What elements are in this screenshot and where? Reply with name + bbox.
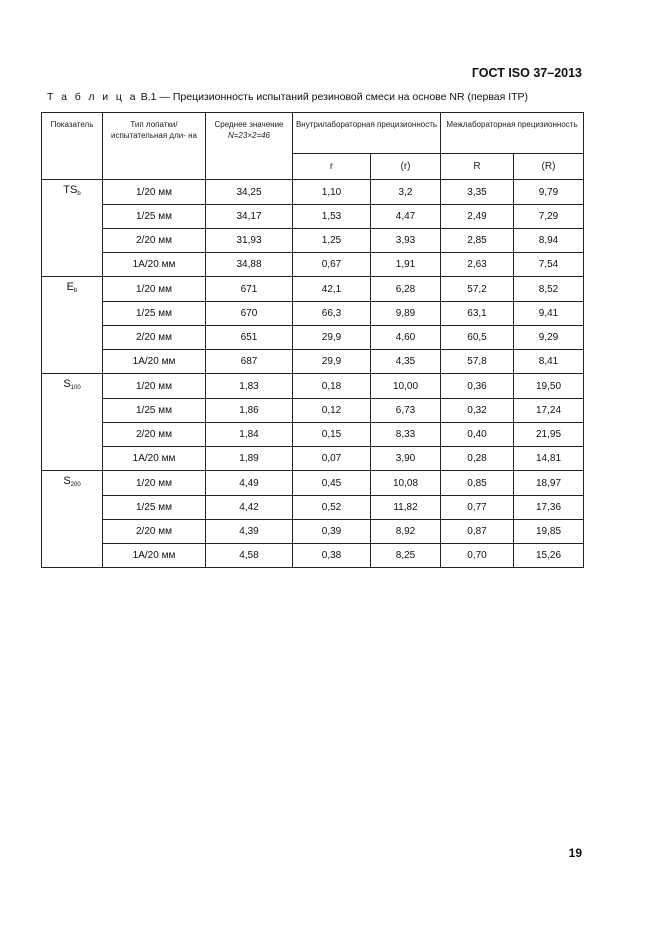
cell-r-rel: 8,25	[371, 544, 441, 568]
cell-r-rel: 8,92	[371, 520, 441, 544]
indicator-symbol: S	[63, 475, 71, 487]
cell-R: 2,85	[441, 229, 514, 253]
cell-r: 0,67	[293, 253, 371, 277]
cell-r: 0,07	[293, 447, 371, 471]
cell-r: 1,10	[293, 180, 371, 205]
cell-r: 1,25	[293, 229, 371, 253]
cell-R-rel: 21,95	[514, 423, 584, 447]
cell-R: 0,28	[441, 447, 514, 471]
cell-r-rel: 3,93	[371, 229, 441, 253]
table-row	[42, 205, 584, 229]
col-header-r: r	[293, 154, 371, 180]
indicator-subscript: 200	[70, 482, 81, 488]
cell-specimen-type: 2/20 мм	[103, 520, 206, 544]
indicator-symbol: E	[66, 281, 74, 293]
col-header-between-lab: Межлабораторная прецизионность	[441, 113, 584, 154]
cell-mean: 4,49	[206, 471, 293, 496]
cell-R: 3,35	[441, 180, 514, 205]
col-header-specimen-type: Тип лопатки/ испытательная дли- на	[103, 113, 206, 180]
cell-mean: 34,25	[206, 180, 293, 205]
table-row	[42, 423, 584, 447]
col-header-within-lab: Внутрилабораторная прецизионность	[293, 113, 441, 154]
cell-R-rel: 19,85	[514, 520, 584, 544]
cell-mean: 671	[206, 277, 293, 302]
col-header-R: R	[441, 154, 514, 180]
cell-r: 0,12	[293, 399, 371, 423]
col-header-r-rel: (r)	[371, 154, 441, 180]
indicator-cell	[42, 471, 103, 568]
col-header-mean-value	[206, 113, 293, 180]
cell-R: 57,2	[441, 277, 514, 302]
cell-R-rel: 7,54	[514, 253, 584, 277]
table-row	[42, 399, 584, 423]
precision-table	[41, 112, 584, 568]
cell-r: 0,38	[293, 544, 371, 568]
cell-R-rel: 17,36	[514, 496, 584, 520]
cell-r-rel: 6,73	[371, 399, 441, 423]
caption-title: — Прецизионность испытаний резиновой смеси на основе NR (первая ITP)	[156, 91, 529, 103]
table-row	[42, 277, 584, 302]
cell-r-rel: 11,82	[371, 496, 441, 520]
cell-mean: 34,17	[206, 205, 293, 229]
cell-R: 0,36	[441, 374, 514, 399]
table-row	[42, 447, 584, 471]
cell-r-rel: 4,35	[371, 350, 441, 374]
cell-r: 0,52	[293, 496, 371, 520]
col-header-R-rel: (R)	[514, 154, 584, 180]
cell-r: 29,9	[293, 326, 371, 350]
cell-r-rel: 4,47	[371, 205, 441, 229]
cell-R: 0,32	[441, 399, 514, 423]
indicator-subscript: b	[74, 288, 78, 294]
table-row	[42, 326, 584, 350]
cell-R-rel: 9,79	[514, 180, 584, 205]
cell-R-rel: 9,29	[514, 326, 584, 350]
cell-R: 0,87	[441, 520, 514, 544]
cell-mean: 1,83	[206, 374, 293, 399]
cell-r-rel: 6,28	[371, 277, 441, 302]
table-caption	[47, 91, 528, 103]
cell-mean: 1,86	[206, 399, 293, 423]
col-header-indicator: Показатель	[42, 113, 103, 180]
cell-specimen-type: 1/25 мм	[103, 496, 206, 520]
cell-R: 2,49	[441, 205, 514, 229]
cell-R-rel: 14,81	[514, 447, 584, 471]
table-row	[42, 374, 584, 399]
cell-specimen-type: 1A/20 мм	[103, 544, 206, 568]
cell-R-rel: 19,50	[514, 374, 584, 399]
cell-specimen-type: 2/20 мм	[103, 423, 206, 447]
cell-r-rel: 10,08	[371, 471, 441, 496]
cell-r: 0,39	[293, 520, 371, 544]
cell-specimen-type: 2/20 мм	[103, 229, 206, 253]
cell-specimen-type: 1A/20 мм	[103, 447, 206, 471]
table-row	[42, 302, 584, 326]
cell-mean: 31,93	[206, 229, 293, 253]
cell-R-rel: 8,41	[514, 350, 584, 374]
caption-label: Т а б л и ц а	[47, 91, 138, 103]
cell-mean: 4,42	[206, 496, 293, 520]
cell-r: 29,9	[293, 350, 371, 374]
cell-mean: 4,58	[206, 544, 293, 568]
indicator-subscript: 100	[70, 385, 81, 391]
caption-number: В.1	[140, 91, 157, 103]
cell-r-rel: 10,00	[371, 374, 441, 399]
cell-specimen-type: 1/20 мм	[103, 471, 206, 496]
indicator-cell	[42, 180, 103, 277]
cell-specimen-type: 1/20 мм	[103, 374, 206, 399]
mean-value-formula: N=23×2=46	[227, 131, 271, 140]
cell-mean: 34,88	[206, 253, 293, 277]
table-row	[42, 496, 584, 520]
cell-r-rel: 3,2	[371, 180, 441, 205]
cell-r: 0,15	[293, 423, 371, 447]
cell-mean: 1,84	[206, 423, 293, 447]
table-row	[42, 180, 584, 205]
cell-R: 0,70	[441, 544, 514, 568]
cell-r-rel: 9,89	[371, 302, 441, 326]
cell-r: 42,1	[293, 277, 371, 302]
cell-R-rel: 9,41	[514, 302, 584, 326]
indicator-symbol: S	[63, 378, 71, 390]
cell-R-rel: 8,94	[514, 229, 584, 253]
cell-specimen-type: 1/25 мм	[103, 205, 206, 229]
cell-R: 63,1	[441, 302, 514, 326]
cell-R-rel: 15,26	[514, 544, 584, 568]
indicator-cell	[42, 277, 103, 374]
cell-specimen-type: 1A/20 мм	[103, 350, 206, 374]
cell-r: 0,18	[293, 374, 371, 399]
table-row	[42, 471, 584, 496]
cell-specimen-type: 2/20 мм	[103, 326, 206, 350]
cell-mean: 651	[206, 326, 293, 350]
mean-value-label: Среднее значение	[214, 120, 284, 129]
cell-R: 0,77	[441, 496, 514, 520]
indicator-symbol: TS	[63, 184, 78, 196]
cell-mean: 687	[206, 350, 293, 374]
cell-mean: 4,39	[206, 520, 293, 544]
cell-r: 0,45	[293, 471, 371, 496]
cell-R: 60,5	[441, 326, 514, 350]
cell-r-rel: 3,90	[371, 447, 441, 471]
cell-specimen-type: 1/25 мм	[103, 399, 206, 423]
cell-specimen-type: 1/20 мм	[103, 277, 206, 302]
table-row	[42, 253, 584, 277]
cell-r: 66,3	[293, 302, 371, 326]
cell-R-rel: 8,52	[514, 277, 584, 302]
table-row	[42, 544, 584, 568]
cell-r-rel: 8,33	[371, 423, 441, 447]
cell-mean: 670	[206, 302, 293, 326]
cell-specimen-type: 1A/20 мм	[103, 253, 206, 277]
cell-specimen-type: 1/20 мм	[103, 180, 206, 205]
cell-R-rel: 18,97	[514, 471, 584, 496]
cell-mean: 1,89	[206, 447, 293, 471]
table-row	[42, 350, 584, 374]
table-row	[42, 520, 584, 544]
cell-R-rel: 7,29	[514, 205, 584, 229]
cell-R: 2,63	[441, 253, 514, 277]
page-number: 19	[568, 846, 582, 860]
cell-r-rel: 4,60	[371, 326, 441, 350]
document-code: ГОСТ ISO 37–2013	[471, 66, 582, 80]
cell-R: 57,8	[441, 350, 514, 374]
indicator-cell	[42, 374, 103, 471]
cell-R: 0,85	[441, 471, 514, 496]
indicator-subscript: b	[77, 191, 81, 197]
cell-specimen-type: 1/25 мм	[103, 302, 206, 326]
cell-R-rel: 17,24	[514, 399, 584, 423]
cell-r: 1,53	[293, 205, 371, 229]
table-row	[42, 229, 584, 253]
cell-R: 0,40	[441, 423, 514, 447]
cell-r-rel: 1,91	[371, 253, 441, 277]
